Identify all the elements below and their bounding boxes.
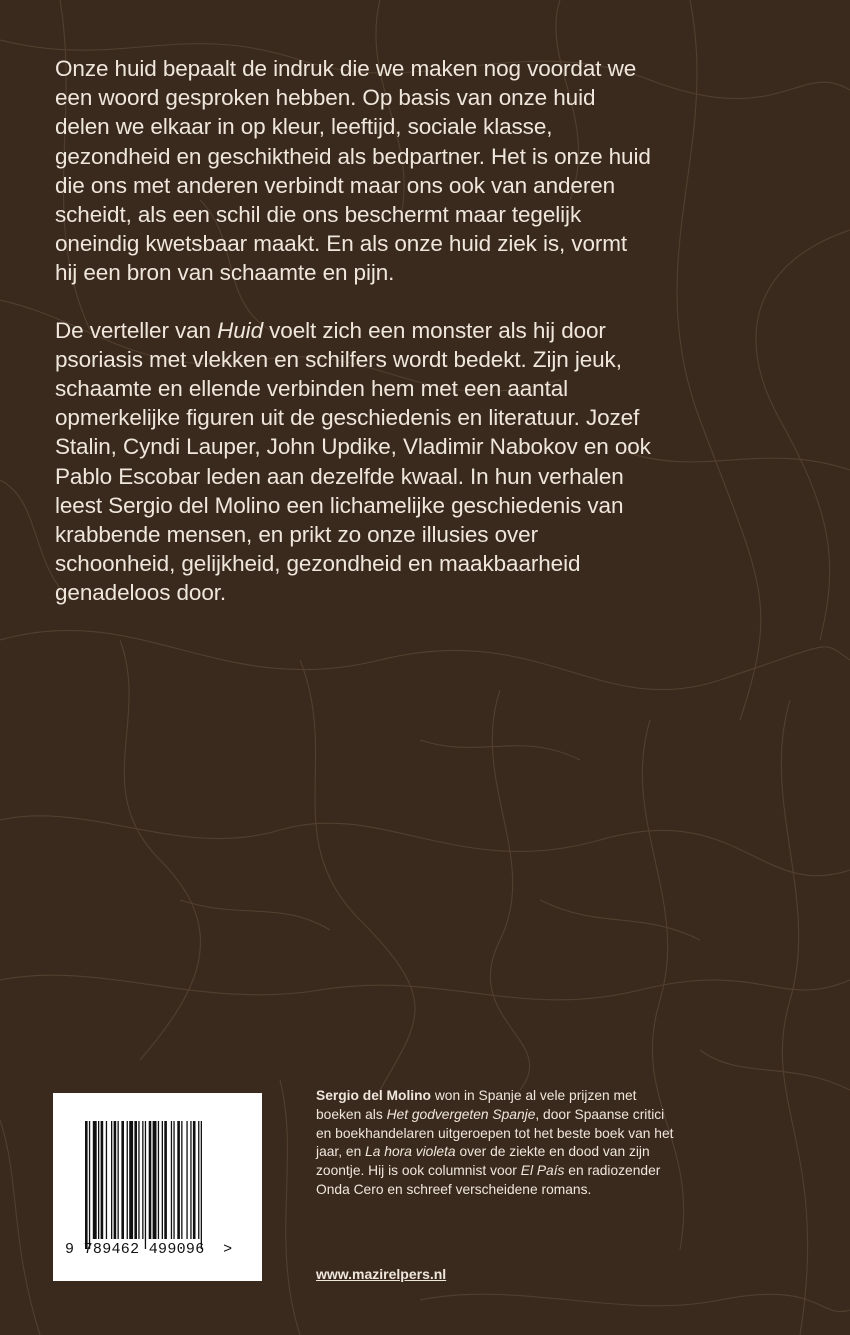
barcode-bar (171, 1121, 172, 1239)
blurb-paragraph-1: Onze huid bepaalt de indruk die we maken nog voordat we een woord gesproken hebben. Op basis van onze huid delen we elkaar in op kleur, leeftijd, sociale klasse, gezondheid en geschiktheid als bedpartner. Het is onze huid die ons met anderen verbindt maar ons ook van anderen scheidt, als een schil die ons beschermt maar tegelijk oneindig kwetsbaar maakt. En als onze huid ziek is, vormt hij een bron van schaamte en pijn. (55, 56, 651, 286)
barcode-bar (142, 1121, 143, 1239)
barcode-bar (201, 1121, 202, 1249)
barcode-bar (177, 1121, 180, 1239)
bio-newspaper: El País (520, 1163, 565, 1179)
barcode-bar (138, 1121, 139, 1239)
barcode-bar (111, 1121, 112, 1239)
bio-text-1: won in Spanje al vele prijzen met boeken als (316, 1088, 637, 1122)
barcode-bar (118, 1121, 119, 1239)
barcode-bar (181, 1121, 182, 1239)
barcode-bar (127, 1121, 128, 1239)
bio-book-1: Het godvergeten Spanje (386, 1106, 536, 1122)
barcode-bar (162, 1121, 163, 1239)
blurb-p2-rest: voelt zich een monster als hij door psoriasis met vlekken en schilfers wordt bedekt. Zijn jeuk, schaamte en ellende verbinden hem met een aantal opmerkelijke figuren uit de geschiedenis en literatuur. Jozef Stalin, Cyndi Lauper, John Updike, Vladimir Nabokov en ook Pablo Escobar leden aan dezelfde kwaal. In hun verhalen leest Sergio del Molino een lichamelijke geschiedenis van krabbende mensen, en prikt zo onze illusies over schoonheid, gelijkheid, gezondheid en maakbaarheid genadeloos door. (55, 317, 651, 606)
bio-text-4: en radiozender Onda Cero en schreef verscheidene romans. (316, 1163, 661, 1197)
bio-text-2: , door Spaanse critici en boekhandelaren uitgeroepen tot het beste boek van het jaar, en (316, 1106, 674, 1160)
barcode-bar (198, 1121, 199, 1239)
barcode-bar (190, 1121, 191, 1239)
barcode-bar (114, 1121, 117, 1239)
barcode-bar (173, 1121, 174, 1239)
barcode-bar (193, 1121, 196, 1239)
book-title-huid: Huid (217, 317, 263, 343)
bio-text-3: over de ziekte en dood van zijn zoontje. Hij is ook columnist voor (316, 1144, 650, 1179)
barcode-bar (129, 1121, 133, 1239)
barcode-bar (85, 1121, 88, 1249)
isbn-digits: 9 789462 499096 > (65, 1241, 233, 1258)
barcode-bar (101, 1121, 104, 1239)
barcode-bar (149, 1121, 152, 1239)
barcode-bar (153, 1121, 157, 1239)
barcode-bar (164, 1121, 167, 1239)
blurb-p2-start: De verteller van (55, 317, 218, 343)
bio-book-2: La hora violeta (365, 1144, 456, 1160)
barcode-bar (89, 1121, 90, 1249)
barcode-bar (98, 1121, 99, 1239)
barcode-bar (121, 1121, 124, 1239)
author-bio (316, 1087, 676, 1200)
barcode-bar (134, 1121, 137, 1239)
blurb-paragraph-2 (55, 316, 655, 608)
publisher-website-link[interactable]: www.mazirelpers.nl (316, 1266, 447, 1282)
barcode-bar (158, 1121, 159, 1239)
back-cover-blurb (55, 54, 655, 636)
author-name: Sergio del Molino (316, 1088, 431, 1103)
barcode-bar (106, 1121, 107, 1239)
barcode-bar (93, 1121, 97, 1239)
barcode-bar (145, 1121, 146, 1249)
barcode-bar (186, 1121, 187, 1239)
